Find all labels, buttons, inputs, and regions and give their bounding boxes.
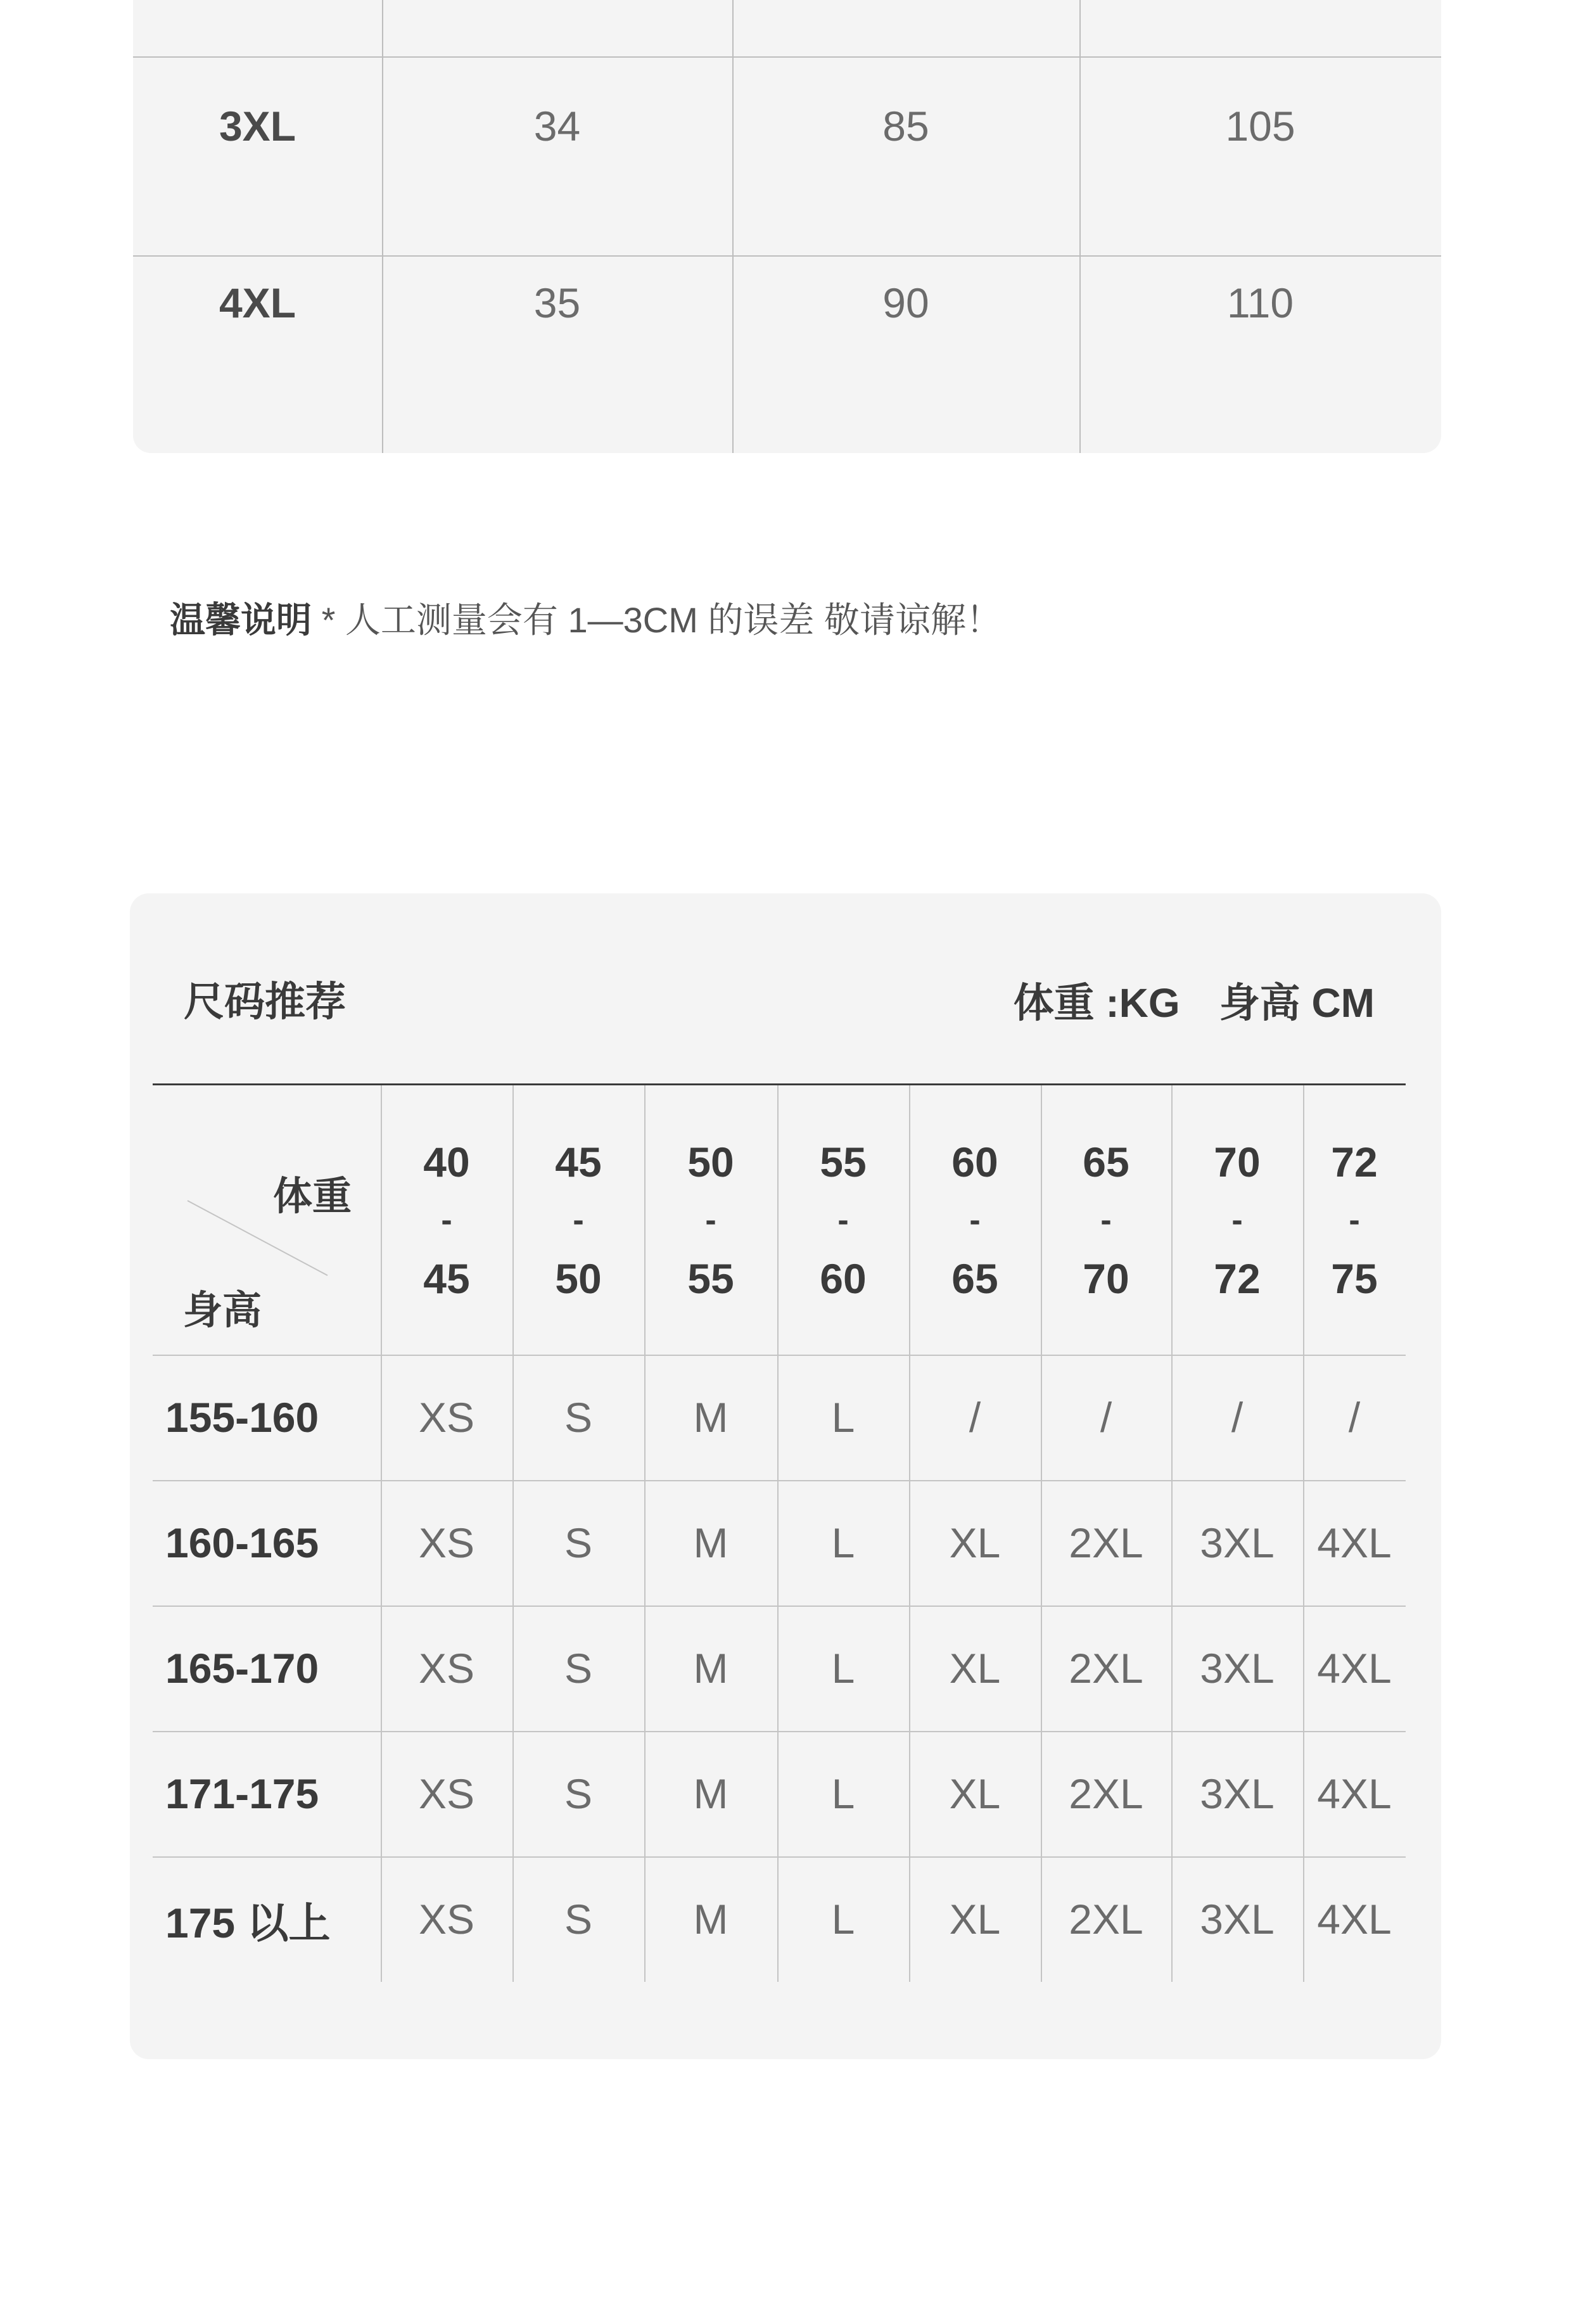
weight-range-header bbox=[512, 1085, 644, 1355]
weight-separator: - bbox=[969, 1201, 981, 1239]
weight-separator: - bbox=[705, 1201, 716, 1239]
weight-from: 65 bbox=[1083, 1138, 1129, 1185]
size-cell: M bbox=[693, 1519, 728, 1566]
size-cell: 3XL bbox=[1200, 1645, 1275, 1692]
height-range-label: 155-160 bbox=[165, 1394, 319, 1441]
height-range-label: 171-175 bbox=[165, 1770, 319, 1817]
size-value: 34 bbox=[533, 103, 581, 150]
size-cell: XL bbox=[949, 1770, 1001, 1817]
size-cell: / bbox=[1348, 1394, 1361, 1441]
weight-range-header bbox=[909, 1085, 1041, 1355]
size-value: 90 bbox=[882, 279, 929, 326]
weight-from: 70 bbox=[1214, 1138, 1261, 1185]
size-cell: / bbox=[1231, 1394, 1243, 1441]
size-cell: M bbox=[693, 1896, 728, 1943]
size-cell: 3XL bbox=[1200, 1896, 1275, 1943]
size-value: 105 bbox=[1225, 103, 1295, 150]
height-range-label: 160-165 bbox=[165, 1519, 319, 1566]
size-cell: S bbox=[564, 1394, 593, 1441]
weight-separator: - bbox=[573, 1201, 584, 1239]
size-cell: XL bbox=[949, 1896, 1001, 1943]
size-cell: / bbox=[969, 1394, 981, 1441]
recommendation-table bbox=[153, 1085, 1406, 1982]
weight-separator: - bbox=[837, 1201, 849, 1239]
weight-separator: - bbox=[1100, 1201, 1112, 1239]
weight-to: 55 bbox=[687, 1255, 734, 1302]
table-divider bbox=[133, 56, 1441, 58]
weight-to: 45 bbox=[423, 1255, 470, 1302]
weight-range-header bbox=[644, 1085, 777, 1355]
table-row bbox=[133, 79, 1441, 174]
height-unit: 身高 CM bbox=[1219, 980, 1375, 1026]
note-text: * 人工测量会有 1—3CM 的误差 敬请谅解！ bbox=[321, 600, 1002, 640]
size-cell: 2XL bbox=[1069, 1770, 1143, 1817]
corner-weight-label: 体重 bbox=[273, 1175, 352, 1218]
weight-range-header bbox=[777, 1085, 909, 1355]
table-divider bbox=[1079, 0, 1081, 453]
size-cell: 4XL bbox=[1317, 1645, 1392, 1692]
weight-to: 65 bbox=[951, 1255, 998, 1302]
size-label: 4XL bbox=[219, 279, 296, 326]
size-cell: 4XL bbox=[1317, 1770, 1392, 1817]
weight-from: 45 bbox=[555, 1138, 602, 1185]
size-cell: 3XL bbox=[1200, 1519, 1275, 1566]
size-cell: S bbox=[564, 1896, 593, 1943]
size-cell: S bbox=[564, 1770, 593, 1817]
size-cell: M bbox=[693, 1394, 728, 1441]
size-cell: XS bbox=[418, 1896, 475, 1943]
size-cell: 2XL bbox=[1069, 1519, 1143, 1566]
size-cell: L bbox=[831, 1645, 855, 1692]
weight-to: 70 bbox=[1083, 1255, 1129, 1302]
height-range-label: 165-170 bbox=[165, 1645, 319, 1692]
size-cell: XL bbox=[949, 1645, 1001, 1692]
recommendation-title: 尺码推荐 bbox=[184, 979, 346, 1025]
size-cell: XS bbox=[418, 1519, 475, 1566]
weight-unit: 体重 :KG bbox=[1013, 980, 1180, 1026]
table-divider bbox=[382, 0, 383, 453]
table-row bbox=[133, 255, 1441, 350]
weight-from: 60 bbox=[951, 1138, 998, 1185]
note-title: 温馨说明 bbox=[170, 600, 312, 640]
size-cell: L bbox=[831, 1519, 855, 1566]
corner-height-label: 身高 bbox=[183, 1289, 262, 1332]
height-range-label: 175 以上 bbox=[165, 1899, 331, 1946]
size-cell: L bbox=[831, 1394, 855, 1441]
size-value: 85 bbox=[882, 103, 929, 150]
size-value: 110 bbox=[1226, 279, 1294, 326]
size-cell: / bbox=[1100, 1394, 1112, 1441]
size-label: 3XL bbox=[219, 103, 296, 150]
weight-range-header bbox=[1171, 1085, 1303, 1355]
weight-separator: - bbox=[1349, 1201, 1360, 1239]
units-label bbox=[1014, 971, 1375, 1029]
weight-to: 50 bbox=[555, 1255, 602, 1302]
size-recommendation-card bbox=[130, 893, 1441, 2059]
size-cell: XS bbox=[418, 1770, 475, 1817]
measurement-note bbox=[170, 592, 1002, 643]
size-cell: 2XL bbox=[1069, 1645, 1143, 1692]
size-value: 35 bbox=[533, 279, 581, 326]
size-cell: XL bbox=[949, 1519, 1001, 1566]
size-cell: S bbox=[564, 1519, 593, 1566]
weight-to: 75 bbox=[1331, 1255, 1378, 1302]
weight-range-header bbox=[1041, 1085, 1171, 1355]
size-cell: 4XL bbox=[1317, 1896, 1392, 1943]
size-table bbox=[133, 0, 1441, 453]
size-cell: L bbox=[831, 1896, 855, 1943]
size-cell: L bbox=[831, 1770, 855, 1817]
weight-separator: - bbox=[441, 1201, 452, 1239]
size-cell: M bbox=[693, 1645, 728, 1692]
weight-to: 72 bbox=[1214, 1255, 1261, 1302]
table-divider bbox=[732, 0, 734, 453]
size-cell: S bbox=[564, 1645, 593, 1692]
weight-range-header bbox=[381, 1085, 512, 1355]
weight-from: 40 bbox=[423, 1138, 470, 1185]
weight-from: 72 bbox=[1331, 1138, 1378, 1185]
size-cell: 4XL bbox=[1317, 1519, 1392, 1566]
size-cell: M bbox=[693, 1770, 728, 1817]
size-cell: XS bbox=[418, 1645, 475, 1692]
size-cell: XS bbox=[418, 1394, 475, 1441]
weight-separator: - bbox=[1231, 1201, 1243, 1239]
size-cell: 3XL bbox=[1200, 1770, 1275, 1817]
weight-from: 50 bbox=[687, 1138, 734, 1185]
weight-from: 55 bbox=[820, 1138, 867, 1185]
weight-to: 60 bbox=[820, 1255, 867, 1302]
size-table-card bbox=[133, 0, 1441, 453]
size-cell: 2XL bbox=[1069, 1896, 1143, 1943]
weight-range-header bbox=[1303, 1085, 1406, 1355]
